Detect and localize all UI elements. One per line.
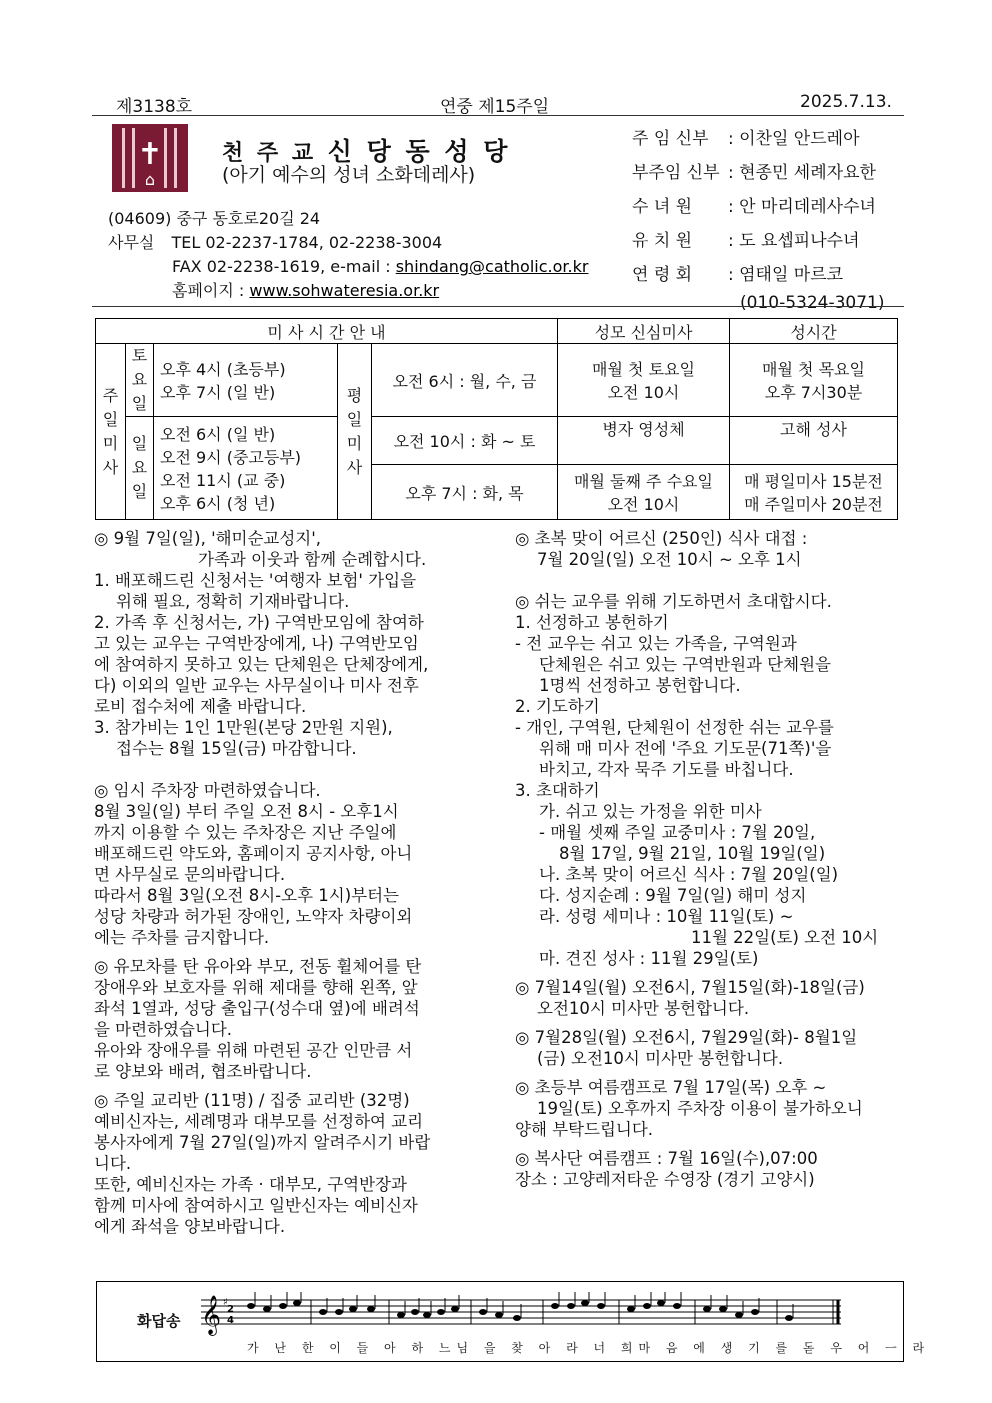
notice-line: 양해 부탁드립니다. [515, 1120, 654, 1139]
notice-line: 19일(토) 오후까지 주차장 이용이 불가하오니 [537, 1099, 863, 1118]
music-note [751, 1309, 759, 1315]
music-note [703, 1306, 711, 1312]
notice-line: 8월 17일, 9월 21일, 10월 19일(일) [559, 844, 826, 863]
masthead-rule [92, 306, 904, 307]
notice-line: 2. 가족 후 신청서는, 가) 구역반모임에 참여하 [94, 613, 424, 632]
music-note [581, 1300, 589, 1306]
notice-line [515, 570, 907, 591]
music-note [657, 1300, 665, 1306]
notice-line: ◎ 쉬는 교우를 위해 기도하면서 초대합시다. [515, 592, 832, 611]
music-note [349, 1306, 357, 1312]
svg-text:♯: ♯ [223, 1297, 228, 1308]
weekday-mass-label: 평 일 미 사 [338, 344, 372, 520]
schedule-title: 미 사 시 간 안 내 [96, 319, 558, 344]
music-note [247, 1303, 255, 1309]
notice-line: - 개인, 구역원, 단체원이 선정한 쉬는 교우를 [515, 718, 834, 737]
confession-time: 매 평일미사 15분전 매 주일미사 20분전 [730, 465, 898, 520]
notice-line: ◎ 임시 주차장 마련하였습니다. [94, 781, 321, 800]
bulletin-date: 2025.7.13. [800, 92, 892, 112]
notice-line: 니다. [94, 1154, 132, 1173]
holy-hour-time: 매월 첫 목요일 오후 7시30분 [730, 344, 898, 417]
notice-line: 유아와 장애우를 위해 마련된 공간 인만큼 서 [94, 1041, 413, 1060]
fax-line: FAX 02-2238-1619, e-mail : [172, 257, 391, 276]
confession-title: 고해 성사 [730, 417, 898, 465]
notices-left-column [94, 528, 486, 1237]
mary-mass-title: 성모 신심미사 [558, 319, 730, 344]
svg-text:4: 4 [227, 1315, 234, 1326]
staff-row: 유 치 원 : 도 요셉피나수녀 [632, 231, 860, 251]
music-note [673, 1303, 681, 1309]
notice-line: 다. 성지순례 : 9월 7일(일) 해미 성지 [539, 886, 807, 905]
music-note [567, 1303, 575, 1309]
notice-line: 장소 : 고양레저타운 수영장 (경기 고양시) [515, 1170, 815, 1189]
music-note [513, 1315, 521, 1321]
notice-line: 을 마련하였습니다. [94, 1020, 233, 1039]
music-note [785, 1315, 793, 1321]
music-note [367, 1306, 375, 1312]
homepage-label: 홈페이지 : [172, 281, 245, 300]
notice-line: 또한, 예비신자는 가족 · 대부모, 구역반장과 [94, 1175, 407, 1194]
psalm-lyrics: 가 난 한 이 들 아 하 느님 을 찾 아 라 너 희마 음 에 생 기 를 돋 우 어 ㅡ 라 [247, 1341, 931, 1355]
notice-line: ◎ 7월28일(월) 오전6시, 7월29일(화)- 8월1일 [515, 1028, 858, 1047]
notice-line: 고 있는 교우는 구역반장에게, 나) 구역반모임 [94, 634, 419, 653]
notice-line: 에는 주차를 금지합니다. [94, 928, 270, 947]
music-note [597, 1303, 605, 1309]
postal-address: (04609) 중구 동호로20길 24 [108, 209, 321, 228]
notice-line: 로 양보와 배려, 협조바랍니다. [94, 1062, 312, 1081]
psalm-response-music [96, 1281, 931, 1362]
notice-line: 바치고, 각자 묵주 기도를 바칩니다. [539, 760, 794, 779]
notice-line: 성당 차량과 허가된 장애인, 노약자 차량이외 [94, 907, 413, 926]
notice-line: 봉사자에게 7월 27일(일)까지 알려주시기 바랍 [94, 1133, 431, 1152]
weekday-time-1: 오전 6시 : 월, 수, 금 [372, 344, 558, 417]
sick-communion-title: 병자 영성체 [558, 417, 730, 465]
notice-line: ◎ 주일 교리반 (11명) / 집중 교리반 (32명) [94, 1091, 410, 1110]
notice-line: 1. 선정하고 봉헌하기 [515, 613, 669, 632]
notice-line: 에게 좌석을 양보바랍니다. [94, 1217, 286, 1236]
contact-block [108, 207, 588, 303]
music-note [735, 1312, 743, 1318]
office-label: 사무실 [108, 233, 155, 252]
notice-line: 위해 필요, 정확히 기재바랍니다. [116, 592, 350, 611]
notice-line: 단체원은 쉬고 있는 구역반원과 단체원을 [539, 655, 831, 674]
notice-line: 로비 접수처에 제출 바랍니다. [94, 697, 307, 716]
music-note [279, 1303, 287, 1309]
svg-text:2: 2 [227, 1304, 234, 1315]
notice-line: 오전10시 미사만 봉헌합니다. [537, 999, 750, 1018]
notice-line: ◎ 복사단 여름캠프 : 7월 16일(수),07:00 [515, 1149, 818, 1168]
notice-line: 다) 이외의 일반 교우는 사무실이나 미사 전후 [94, 676, 419, 695]
email-link[interactable]: shindang@catholic.or.kr [395, 257, 589, 276]
psalm-response-label: 화답송 [137, 1312, 181, 1330]
music-note [627, 1306, 635, 1312]
homepage-link[interactable]: www.sohwateresia.or.kr [249, 281, 440, 300]
weekday-time-2: 오전 10시 : 화 ~ 토 [372, 417, 558, 465]
notice-line [94, 759, 486, 780]
notice-line: ◎ 7월14일(월) 오전6시, 7월15일(화)-18일(금) [515, 978, 865, 997]
notice-line: 가족과 이웃과 함께 순례합시다. [198, 550, 427, 569]
treble-clef-icon: 𝄞 [201, 1295, 222, 1335]
staff-row: 주 임 신부 : 이찬일 안드레아 [632, 129, 860, 149]
issue-number: 제3138호 [116, 97, 193, 117]
notice-line: ◎ 초등부 여름캠프로 7월 17일(목) 오후 ~ [515, 1078, 827, 1097]
notice-line: 위해 매 미사 전에 '주요 기도문(71쪽)'을 [539, 739, 832, 758]
notice-line: 1. 배포해드린 신청서는 '여행자 보험' 가입을 [94, 571, 417, 590]
holy-hour-title: 성시간 [730, 319, 898, 344]
notice-line: - 매월 셋째 주일 교중미사 : 7월 20일, [539, 823, 816, 842]
notice-line: ◎ 유모차를 탄 유아와 부모, 전동 휠체어를 탄 [94, 957, 422, 976]
music-note [551, 1303, 559, 1309]
staff-row: 부주임 신부 : 현종민 세례자요한 [632, 163, 876, 183]
notice-line: 7월 20일(일) 오전 10시 ~ 오후 1시 [537, 550, 802, 569]
music-note [263, 1306, 271, 1312]
saturday-times: 오후 4시 (초등부) 오후 7시 (일 반) [154, 344, 338, 417]
sunday-label: 일 요 일 [126, 417, 154, 520]
notice-line: ◎ 초복 맞이 어르신 (250인) 식사 대접 : [515, 529, 808, 548]
music-staff [201, 1292, 851, 1336]
notice-line: 장애우와 보호자를 위해 제대를 향해 왼쪽, 앞 [94, 978, 418, 997]
notice-line: 1명씩 선정하고 봉헌합니다. [539, 676, 741, 695]
notice-line: 11월 22일(토) 오전 10시 [691, 928, 879, 947]
notice-line: 면 사무실로 문의바랍니다. [94, 865, 286, 884]
staff-row: 수 녀 원 : 안 마리데레사수녀 [632, 197, 876, 217]
sunday-mass-label: 주 일 미 사 [96, 344, 126, 520]
notice-line: 배포해드린 약도와, 홈페이지 공지사항, 아니 [94, 844, 413, 863]
liturgical-season: 연중 제15주일 [440, 97, 550, 117]
sick-communion-time: 매월 둘째 주 수요일 오전 10시 [558, 465, 730, 520]
notice-line: 에 참여하지 못하고 있는 단체원은 단체장에게, [94, 655, 429, 674]
notice-line: 까지 이용할 수 있는 주차장은 지난 주일에 [94, 823, 397, 842]
notice-line: 2. 기도하기 [515, 697, 600, 716]
mary-mass-time: 매월 첫 토요일 오전 10시 [558, 344, 730, 417]
notice-line: 좌석 1열과, 성당 출입구(성수대 옆)에 배려석 [94, 999, 420, 1018]
notice-line: 마. 견진 성사 : 11월 29일(토) [539, 949, 759, 968]
sunday-times: 오전 6시 (일 반) 오전 9시 (중고등부) 오전 11시 (교 중) 오후 6시 (청 년) [154, 417, 338, 520]
notice-line: (금) 오전10시 미사만 봉헌합니다. [537, 1049, 784, 1068]
notice-line: ◎ 9월 7일(일), '해미순교성지', [94, 529, 322, 548]
music-note [495, 1312, 503, 1318]
church-patron: (아기 예수의 성녀 소화데레사) [222, 164, 476, 186]
music-note [479, 1309, 487, 1315]
notice-line: 따라서 8월 3일(오전 8시-오후 1시)부터는 [94, 886, 399, 905]
music-note [293, 1300, 301, 1306]
phone-numbers: TEL 02-2237-1784, 02-2238-3004 [171, 233, 443, 252]
weekday-time-3: 오후 7시 : 화, 목 [372, 465, 558, 520]
music-note [397, 1312, 405, 1318]
notice-line: 가. 쉬고 있는 가정을 위한 미사 [539, 802, 762, 821]
music-note [719, 1306, 727, 1312]
church-cross-logo-icon: ✝ ⌂ [112, 124, 188, 192]
mass-schedule-table [95, 318, 898, 520]
notice-line: 3. 참가비는 1인 1만원(본당 2만원 지원), [94, 718, 393, 737]
music-note [437, 1309, 445, 1315]
music-note [319, 1309, 327, 1315]
notice-line: 나. 초복 맞이 어르신 식사 : 7월 20일(일) [539, 865, 839, 884]
notice-line: 함께 미사에 참여하시고 일반신자는 예비신자 [94, 1196, 418, 1215]
staff-phone: (010-5324-3071) [740, 293, 885, 313]
music-note [411, 1309, 419, 1315]
staff-list [632, 122, 885, 314]
music-note [335, 1309, 343, 1315]
notices-right-column [515, 528, 907, 1190]
notice-line: - 전 교우는 쉬고 있는 가족을, 구역원과 [515, 634, 797, 653]
church-name: 천 주 교 신 당 동 성 당 [222, 137, 511, 166]
notice-line: 3. 초대하기 [515, 781, 600, 800]
header-rule [92, 115, 904, 116]
notice-line: 접수는 8월 15일(금) 마감합니다. [116, 739, 357, 758]
staff-row: 연 령 회 : 염태일 마르코 [632, 265, 844, 285]
saturday-label: 토 요 일 [126, 344, 154, 417]
notice-line: 라. 성령 세미나 : 10월 11일(토) ~ [539, 907, 794, 926]
notice-line: 예비신자는, 세례명과 대부모를 선정하여 교리 [94, 1112, 424, 1131]
notice-line: 8월 3일(일) 부터 주일 오전 8시 - 오후1시 [94, 802, 399, 821]
music-note [643, 1303, 651, 1309]
music-note [423, 1312, 431, 1318]
music-note [451, 1306, 459, 1312]
